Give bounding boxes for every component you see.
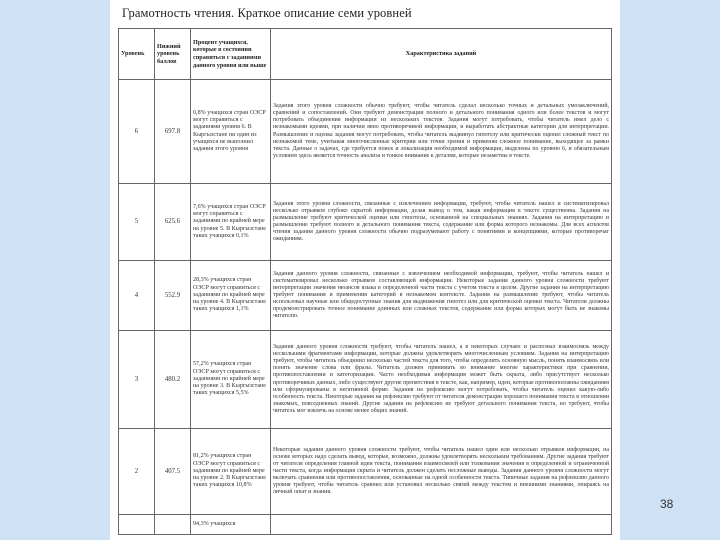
- row-score: 480.2: [155, 331, 191, 429]
- row-score: 407.5: [155, 429, 191, 515]
- table-header-row: [119, 29, 612, 80]
- row-score: 697.8: [155, 80, 191, 184]
- header-level: Уровень: [119, 29, 155, 80]
- row-percent: 81,2% учащихся стран ОЭСР могут справиться с заданиями по крайней мере на уровне 2. В Кыргызстане таких учащихся 10,8%: [191, 429, 271, 515]
- table-row: [119, 331, 612, 429]
- document-page: [110, 0, 620, 540]
- table-row: [119, 261, 612, 331]
- row-description: Задания данного уровня сложности, связанные с извлечением необходимой информации, требуют, чтобы читатель нашел и систематизировал несколько отрывков составляющей информации. Некоторые задания данного уровня сложности требуют интерпретации значения нюансов языка в определенной части текста с учетом текста в целом. Другие задания на интерпретацию требуют понимания и применения категорий в незнакомом контексте. Задания на размышление требуют, чтобы читатель использовал научные или общедоступные знания для выдвижения гипотез или для критической оценки текста. Читатели должны продемонстрировать точное понимание длинных или сложных текстов, содержание или форма которых могут быть не знакомы читателю.: [271, 261, 612, 331]
- table-row: [119, 429, 612, 515]
- row-description: Задания этого уровня сложности обычно требуют, чтобы читатель сделал несколько точных и детальных умозаключений, сравнений и сопоставлений. Они требуют демонстрации полного и детального понимания одного или более текстов и могут потребовать объединения информации из нескольких текстов. Задания могут потребовать, чтобы читатель имел дело с незнакомыми идеями, при наличии явно противоречивой информации, и выработать абстрактные категории для интерпретации. Размышление и оценка задания могут потребовать, чтобы читатель выдвинул гипотезу или критически оценил сложный текст по незнакомой теме, учитывая многочисленные критерии или точки зрения и применяя сложное понимание, выходящее за рамки текста. Данные о задачах, где требуется поиск и локализация необходимой информации, выделены по уровню 6, и обязательным условием здесь является точность анализа и тонкое внимание к деталям, которые незаметны в тексте.: [271, 80, 612, 184]
- row-percent: 28,3% учащихся стран ОЭСР могут справиться с заданиями по крайней мере на уровне 4. В Кыргызстане таких учащихся 1,1%: [191, 261, 271, 331]
- document-title: Грамотность чтения. Краткое описание семи уровней: [122, 6, 412, 20]
- table-row: [119, 80, 612, 184]
- header-description: Характеристика заданий: [271, 29, 612, 80]
- row-description: Некоторые задания данного уровня сложности требуют, чтобы читатель нашел один или несколько отрывков информации, на основе которых надо сделать вывод, которые, возможно, должны удовлетворять нескольким требованиям. Другие задания требуют от читателя определения главной идеи текста, понимания взаимосвязей или толкования значения в определенной и ограниченной части текста, когда информация скрыта и читатель должен сделать несложные выводы. Задания данного уровня сложности могут включать сравнения или противопоставления, основанные на одной особенности текста. Типичные задания на рефлексию данного уровня требуют, чтобы читатель сравнил или установил несколько связей между текстом и внешними знаниями, опираясь на личный опыт и знания.: [271, 429, 612, 515]
- page-number: 38: [660, 497, 674, 511]
- row-score: [155, 515, 191, 535]
- row-percent: 94,3% учащихся: [191, 515, 271, 535]
- row-level: [119, 515, 155, 535]
- row-score: 552.9: [155, 261, 191, 331]
- reading-levels-table: [118, 28, 612, 535]
- row-percent: 57,2% учащихся стран ОЭСР могут справиться с заданиями по крайней мере на уровне 3. В Кыргызстане таких учащихся 5,5%: [191, 331, 271, 429]
- row-level: 6: [119, 80, 155, 184]
- table-row: [119, 515, 612, 535]
- row-description: [271, 515, 612, 535]
- row-percent: 7,6% учащихся стран ОЭСР могут справиться с заданиями по крайней мере на уровне 5. В Кыргызстане таких учащихся 0,1%: [191, 184, 271, 261]
- row-percent: 0,8% учащихся стран ОЭСР могут справиться с заданиями уровня 6. В Кыргызстане ни один из учащихся не выполнил задания этого уровня: [191, 80, 271, 184]
- header-percent: Процент учащихся, которые в состоянии справиться с заданиями данного уровня или выше: [191, 29, 271, 80]
- row-level: 5: [119, 184, 155, 261]
- row-description: Задания данного уровня сложности требуют, чтобы читатель нашел, а в некоторых случаях и распознал взаимосвязь между несколькими фрагментами информации, которые должны удовлетворять многочисленным условиям. Задания на интерпретацию требуют, чтобы читатель объединил несколько частей текста для того, чтобы определить основную мысль, понять взаимосвязь или понять значение слова или фразы. Читатель должен принимать во внимание многие характеристики при сравнении, противопоставлении и категоризации. Часто необходимая информация может быть скрыта, либо присутствует несколько противоречивых данных, либо существуют другие препятствия в тексте, как, например, идеи, которые противоположны ожиданиям или сформулированы в негативной форме. Задания на рефлексию могут потребовать, чтобы читатель оценил какую-либо особенность текста. Некоторые задания на рефлексию требуют от читателя демонстрации хорошего понимания текста в отношении знакомых, повседневных знаний. Другие задания на рефлексию не требуют детального понимания текста, но требуют, чтобы читатель мог извлечь на основе менее общих знаний.: [271, 331, 612, 429]
- header-min-score: Нижний уровень баллов: [155, 29, 191, 80]
- row-level: 3: [119, 331, 155, 429]
- row-score: 625.6: [155, 184, 191, 261]
- row-description: Задания этого уровня сложности, связанные с извлечением информации, требуют, чтобы читатель нашел и систематизировал несколько отрывков глубоко скрытой информации, делая вывод о том, какая информация в тексте существенна. Задания на размышление требуют критической оценки или гипотезы, основанной на специальных знаниях. Задания на интерпретацию и размышление требуют полного и детального понимания текста, содержание или форма которого незнакомы. Для всех аспектов чтения задания данного уровня сложности обычно подразумевают работу с понятиями и концепциями, которые противоречат ожиданиям.: [271, 184, 612, 261]
- table-row: [119, 184, 612, 261]
- row-level: 4: [119, 261, 155, 331]
- row-level: 2: [119, 429, 155, 515]
